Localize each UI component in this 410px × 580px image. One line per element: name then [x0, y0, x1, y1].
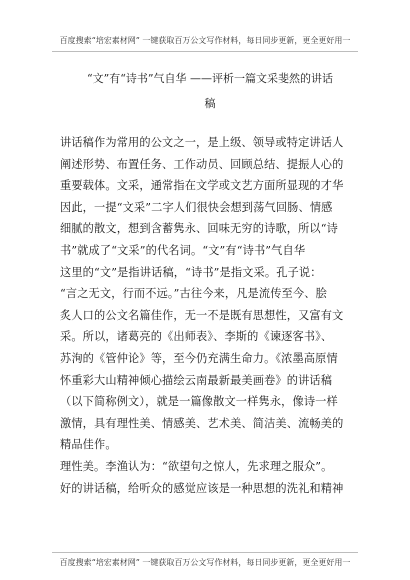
body-text-line: “言之无文，行而不远。”古往今来，凡是流传至今、脍	[60, 287, 327, 301]
body-text-line: 细腻的散文，想到含蓄隽永、回味无穷的诗歌，所以“诗	[60, 222, 338, 236]
body-text-line: 这里的“文”是指讲话稿，“诗书”是指文采。孔子说：	[60, 265, 322, 279]
body-text-line: 激情，具有理性美、情感美、艺术美、简洁美、流畅美的	[60, 416, 344, 430]
body-text-line: 苏洵的《管仲论》等，至今仍充满生命力。《浓墨高原情	[60, 352, 338, 365]
body-text-line: 讲话稿作为常用的公文之一，是上级、领导或特定讲话人	[60, 136, 344, 149]
header-banner: 百度搜索“培宏素材网” 一键获取百万公文写作材料，每日同步更新，更全更好用一	[0, 36, 410, 46]
body-text-line: 书”就成了“文采”的代名词。“文”有“诗书”气自华	[60, 244, 306, 257]
document-title-line-2: 稿	[204, 97, 216, 110]
body-text-line: 好的讲话稿，给听众的感觉应该是一种思想的洗礼和精神	[60, 481, 344, 495]
body-text-line: 怀重彩大山精神倾心描绘云南最新最美画卷》的讲话稿	[60, 373, 333, 387]
body-text-line: 因此，一提“文采”二字人们很快会想到荡气回肠、情感	[60, 200, 333, 214]
body-text-line: 精品佳作。	[60, 438, 117, 452]
body-text-line: 阐述形势、布置任务、工作动员、回顾总结、提振人心的	[60, 157, 344, 171]
body-text-line: 采。所以，诸葛亮的《出师表》、李斯的《谏逐客书》、	[60, 330, 333, 344]
document-title-line-1: “文”有“诗书”气自华 ——评析一篇文采斐然的讲话	[87, 72, 333, 85]
body-text-line: 炙人口的公文名篇佳作，无一不是既有思想性，又富有文	[60, 308, 344, 322]
body-text-line: 理性美。李渔认为：“欲望句之惊人，先求理之服众”。	[60, 460, 333, 473]
body-text-line: （以下简称例文），就是一篇像散文一样隽永，像诗一样	[60, 395, 338, 409]
footer-banner: 百度搜索“培宏素材网” 一键获取百万公文写作材料，每日同步更新，更全更好用一	[0, 558, 410, 568]
body-text-line: 重要载体。文采，通常指在文学或文艺方面所显现的才华	[60, 179, 344, 193]
